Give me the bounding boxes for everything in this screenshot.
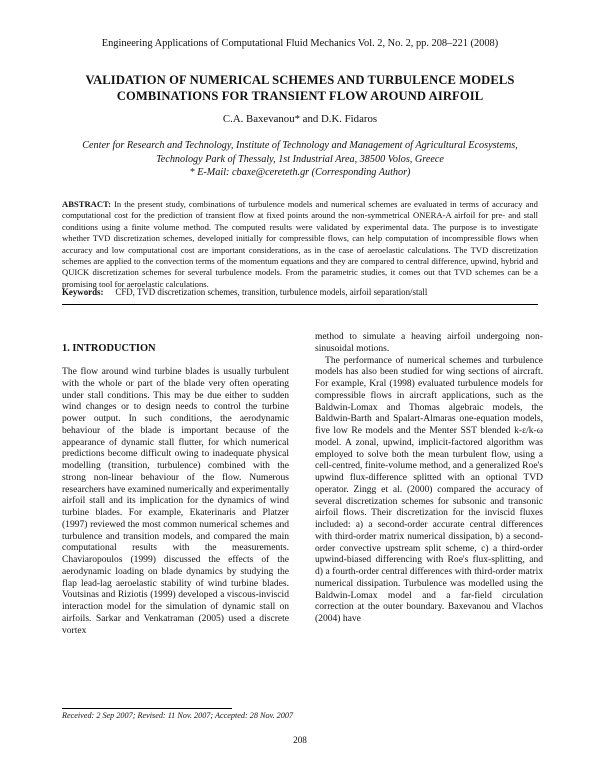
title-line-1: VALIDATION OF NUMERICAL SCHEMES AND TURBULENCE MODELS — [85, 73, 515, 87]
abstract — [62, 199, 538, 290]
paper-title — [40, 72, 560, 104]
title-line-2: COMBINATIONS FOR TRANSIENT FLOW AROUND AIRFOIL — [116, 89, 484, 103]
abstract-text: In the present study, combinations of turbulence models and numerical schemes are evaluated in terms of accuracy and computational cost for the prediction of transient flow at fixed points around the non-symmetrical ONERA-A airfoil for pre- and stall conditions using a finite volume method. The computed results were validated by experimental data. The purpose is to investigate whether TVD discretization schemes, developed initially for compressible flows, can help computation of incompressible flows when accuracy and low computational cost are important considerations, as in the case of aeroelastic calculations. The TVD discretization schemes are applied to the convection terms of the momentum equations and they are compared to central difference, upwind, hybrid and QUICK discretization schemes for several turbulence models. From the parametric studies, it comes out that TVD schemes can be a promising tool for aeroelastic calculations. — [62, 199, 538, 289]
affiliation-email: * E-Mail: cbaxe@cereteth.gr (Corresponding Author) — [189, 167, 411, 178]
keywords-text: CFD, TVD discretization schemes, transition, turbulence models, airfoil separation/stall — [115, 287, 428, 297]
authors: C.A. Baxevanou* and D.K. Fidaros — [222, 113, 378, 125]
affiliation-line-2: Technology Park of Thessaly, 1st Industrial Area, 38500 Volos, Greece — [156, 153, 444, 165]
page-number: 208 — [293, 735, 307, 745]
keywords-label: Keywords: — [62, 287, 104, 297]
left-paragraph-1: The flow around wind turbine blades is usually turbulent with the whole or part of the blade very often operating under stall conditions. This may be due either to sudden wind changes or to design needs to control the turbine power output. In such conditions, the aerodynamic behaviour of the blade is important because of the appearance of dynamic stall flutter, for which numerical predictions become difficult owing to inadequate physical modelling (transition, turbulence) combined with the strong non-linear behaviour of the flow. Numerous researchers have examined numerically and experimentally airfoil stall and its implication for the dynamics of wind turbine blades. For example, Ekaterinaris and Platzer (1997) reviewed the most common numerical schemes and turbulence and transition models, and compared the main computational results with the measurements. Chaviaropoulos (1999) discussed the effects of the aerodynamic loading on blade dynamics by studying the flap lead-lag aeroelastic stability of wind turbine blades. Voutsinas and Riziotis (1999) developed a viscous-inviscid interaction model for the simulation of dynamic stall on airfoils. Sarkar and Venkatraman (2005) used a discrete vortex — [62, 366, 289, 636]
footnote-divider — [62, 708, 232, 709]
affiliation-line-1: Center for Research and Technology, Institute of Technology and Management of Agricultural Ecosystems, — [82, 140, 518, 151]
abstract-label: ABSTRACT: — [62, 199, 112, 209]
keywords — [62, 287, 538, 297]
left-column — [62, 366, 289, 636]
right-paragraph-1: method to simulate a heaving airfoil undergoing non-sinusoidal motions. — [315, 331, 543, 354]
footnote: Received: 2 Sep 2007; Revised: 11 Nov. 2007; Accepted: 28 Nov. 2007 — [62, 711, 294, 720]
section-heading: 1. INTRODUCTION — [62, 343, 156, 354]
affiliation — [40, 139, 560, 180]
journal-header: Engineering Applications of Computational Fluid Mechanics Vol. 2, No. 2, pp. 208–221 (2008) — [101, 38, 499, 49]
right-paragraph-2: The performance of numerical schemes and turbulence models has also been studied for wing sections of aircraft. For example, Kral (1998) evaluated turbulence models for compressible flows in aircraft applications, such as the Baldwin-Lomax and Thomas algebraic models, the Baldwin-Barth and Spalart-Almaras one-equation models, five low Re models and the Menter SST blended k-ε/k-ω model. A zonal, upwind, implicit-factored algorithm was employed to solve both the mean turbulent flow, using a cell-centred, finite-volume method, and a generalized Roe's upwind flux-difference splitted with an optional TVD operator. Zingg et al. (2000) compared the accuracy of several discretization schemes for subsonic and transonic airfoil flows. Their discretization for the inviscid fluxes included: a) a second-order accurate central differences with third-order matrix numerical dissipation, b) a second-order convective upstream split scheme, c) a third-order upwind-biased differencing with Roe's flux-splitting, and d) a fourth-order central differences with third-order matrix numerical dissipation. Turbulence was modelled using the Baldwin-Lomax model and a far-field circulation correction at the outer boundary. Baxevanou and Vlachos (2004) have — [315, 354, 543, 624]
right-column — [315, 331, 543, 625]
abstract-divider — [62, 304, 538, 305]
